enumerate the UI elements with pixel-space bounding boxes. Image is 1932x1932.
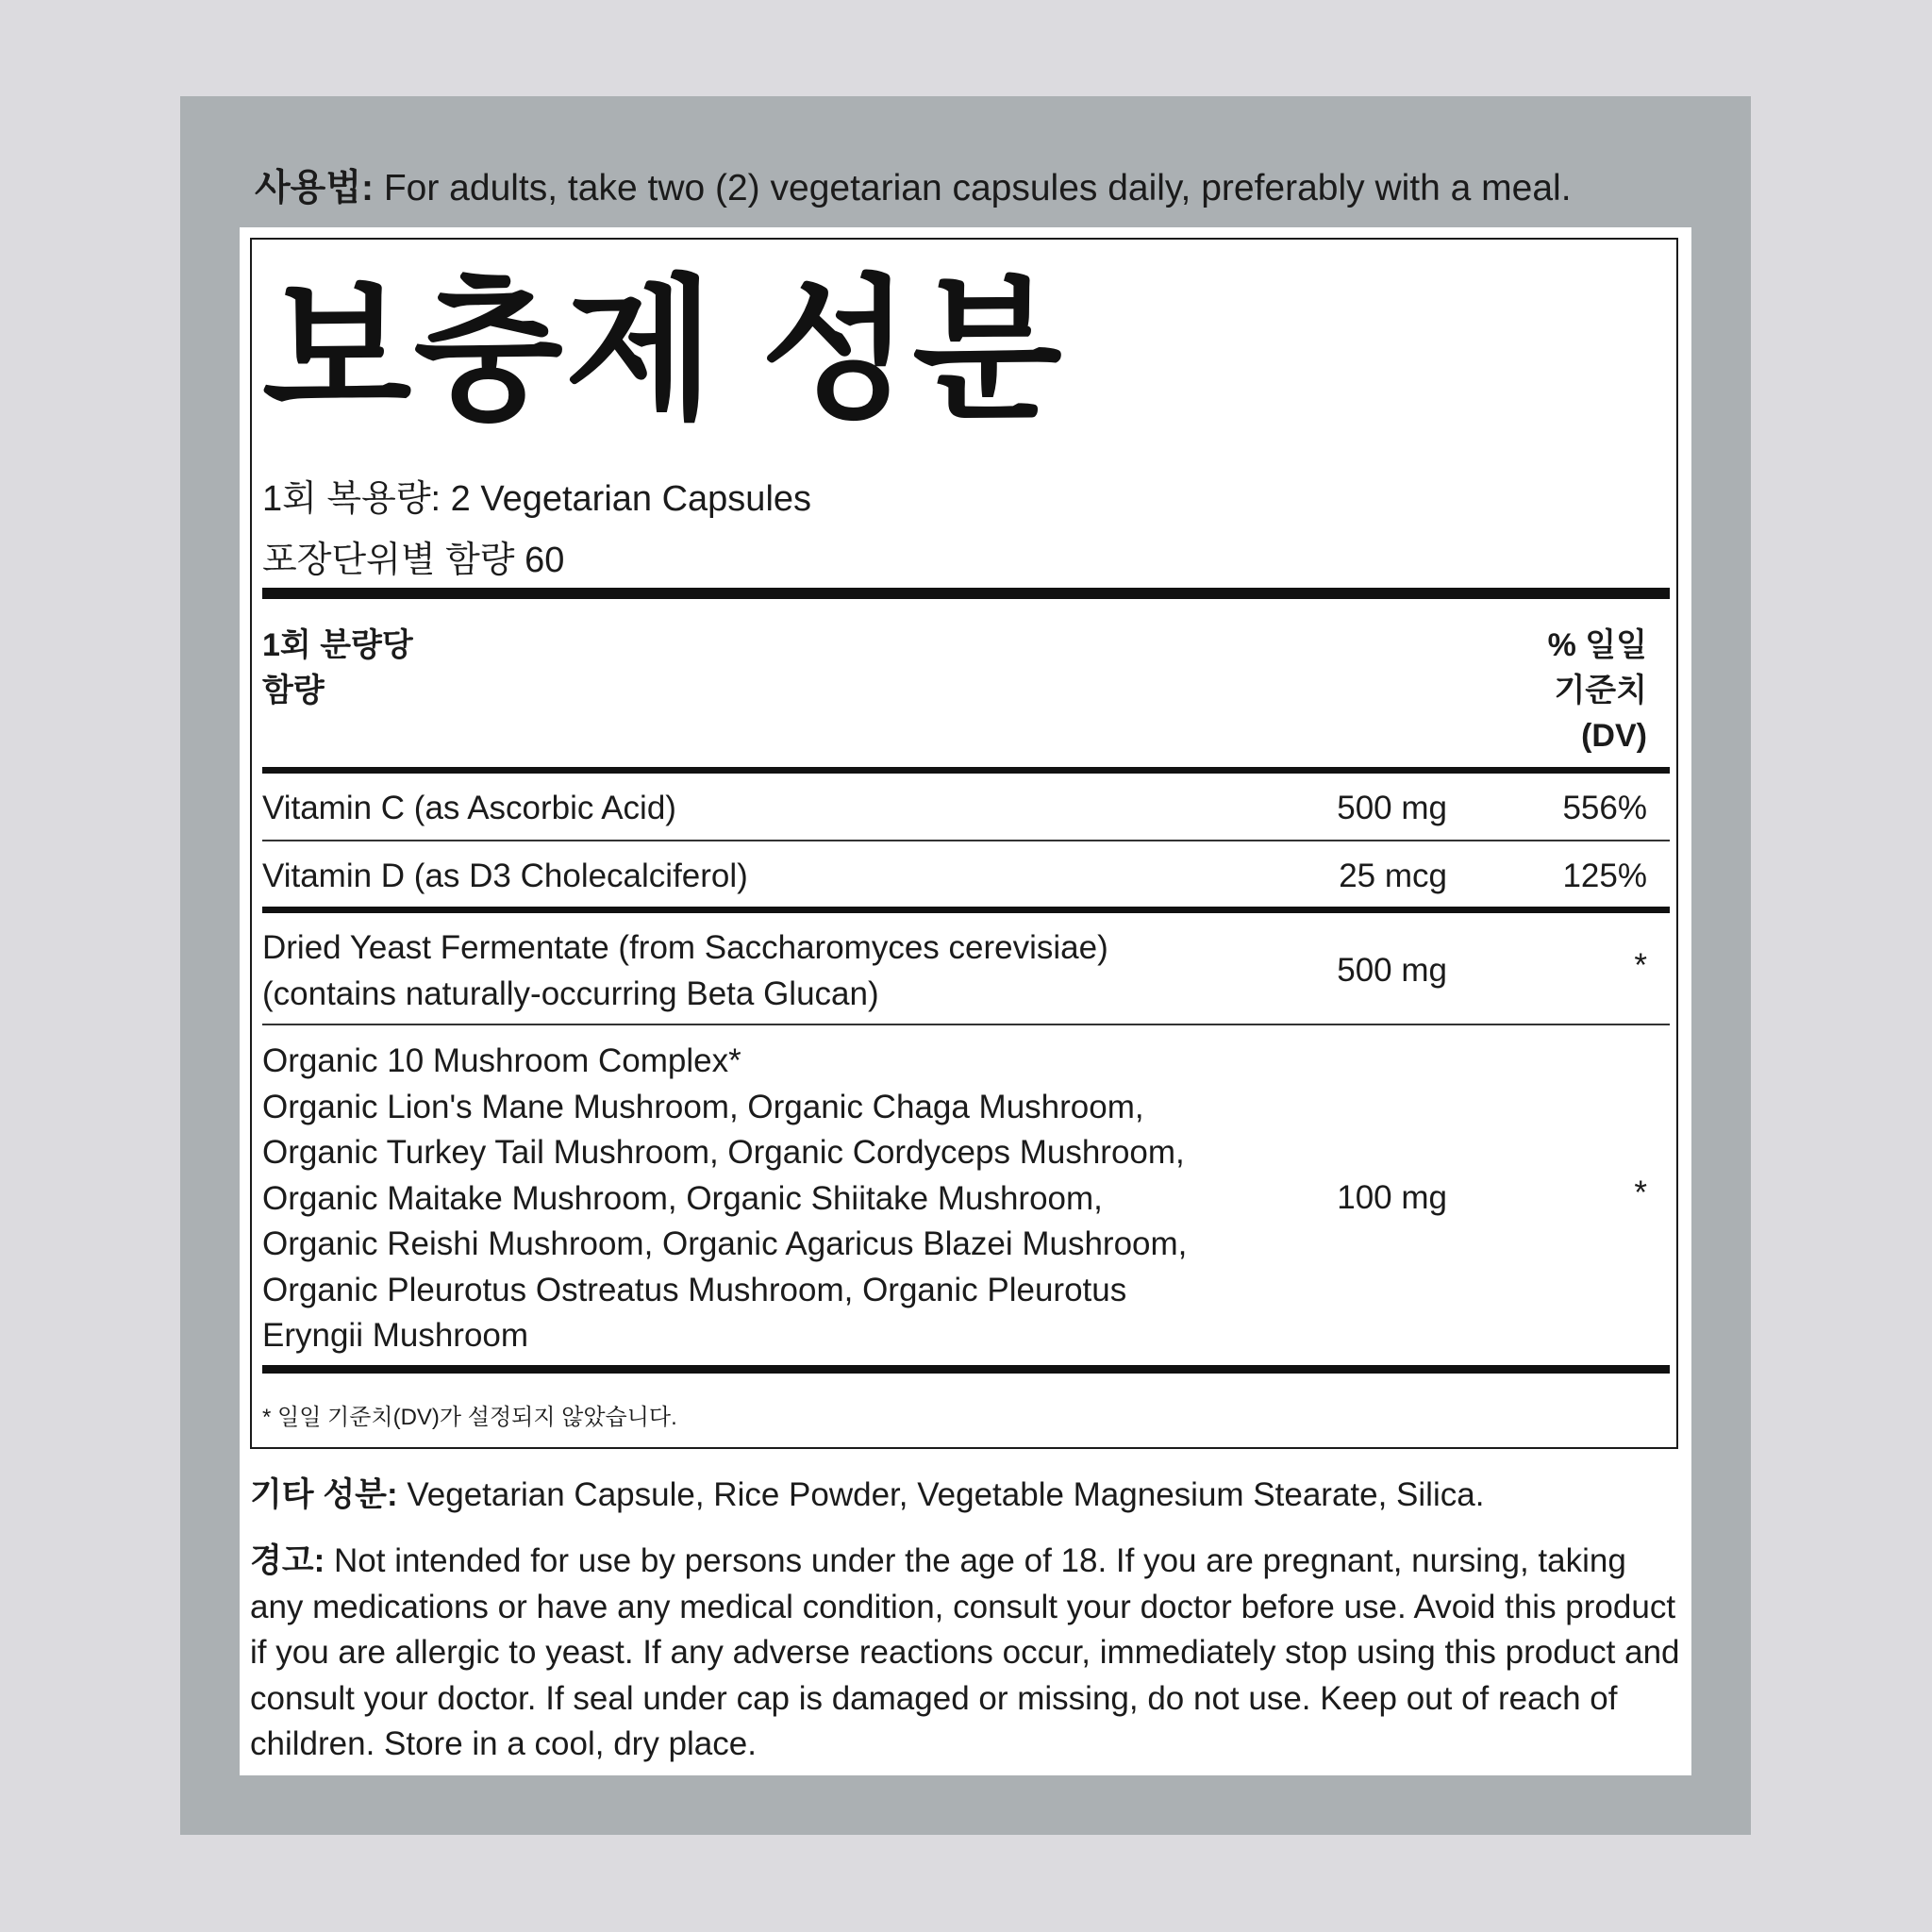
- header-left-line-1: 1회 분량당: [262, 627, 413, 663]
- nutrient-amount-vitamin-c: 500 mg: [1337, 790, 1447, 826]
- header-amount-per-serving: [262, 623, 413, 713]
- nutrient-dv-mushroom-complex: *: [1634, 1174, 1647, 1211]
- other-ingredients: [250, 1473, 1684, 1519]
- directions: [255, 158, 1572, 211]
- rule-bottom: [262, 1365, 1670, 1374]
- yeast-line-2: (contains naturally-occurring Beta Glucan): [262, 974, 879, 1012]
- nutrient-amount-vitamin-d: 25 mcg: [1339, 858, 1447, 894]
- rule-row-2: [262, 907, 1670, 913]
- header-right-line-2: 기준치: [1554, 673, 1647, 708]
- mushroom-line-3: Organic Turkey Tail Mushroom, Organic Cordyceps Mushroom,: [262, 1134, 1185, 1171]
- rule-thick-top: [262, 588, 1670, 599]
- other-ingredients-text: Vegetarian Capsule, Rice Powder, Vegetable Magnesium Stearate, Silica.: [397, 1476, 1485, 1513]
- mushroom-line-5: Organic Reishi Mushroom, Organic Agaricus Blazei Mushroom,: [262, 1225, 1188, 1262]
- facts-title: 보충제 성분: [262, 264, 1064, 437]
- nutrient-dv-vitamin-c: 556%: [1562, 790, 1647, 826]
- nutrient-name-yeast: [262, 925, 1108, 1017]
- serving-size: 1회 복용량: 2 Vegetarian Capsules: [262, 479, 812, 519]
- nutrient-name-mushroom-complex: [262, 1039, 1187, 1359]
- header-daily-value: [1548, 623, 1647, 758]
- header-right-line-1: % 일일: [1547, 627, 1647, 663]
- header-left-line-2: 함량: [262, 673, 325, 708]
- mushroom-line-4: Organic Maitake Mushroom, Organic Shiitake Mushroom,: [262, 1179, 1103, 1217]
- warning-text: Not intended for use by persons under the age of 18. If you are pregnant, nursing, taking any medications or have any medical condition, consult your doctor before use. Avoid this product if you are allergic to yeast. If any adverse reactions occur, immediately stop using this product and consult your doctor. If seal under cap is damaged or missing, do not use. Keep out of reach of children. Store in a cool, dry place.: [250, 1542, 1680, 1762]
- mushroom-line-7: Eryngii Mushroom: [262, 1317, 529, 1354]
- directions-label: 사용법:: [255, 168, 375, 208]
- nutrient-name-vitamin-c: Vitamin C (as Ascorbic Acid): [262, 790, 676, 826]
- mushroom-line-2: Organic Lion's Mane Mushroom, Organic Chaga Mushroom,: [262, 1088, 1144, 1125]
- nutrient-name-vitamin-d: Vitamin D (as D3 Cholecalciferol): [262, 858, 748, 894]
- rule-header-bottom: [262, 767, 1670, 774]
- rule-row-1: [262, 840, 1670, 841]
- header-right-line-3: (DV): [1581, 718, 1647, 754]
- other-ingredients-label: 기타 성분:: [250, 1476, 398, 1513]
- warning: [250, 1539, 1684, 1768]
- yeast-line-1: Dried Yeast Fermentate (from Saccharomyces cerevisiae): [262, 929, 1108, 966]
- mushroom-line-6: Organic Pleurotus Ostreatus Mushroom, Organic Pleurotus: [262, 1271, 1127, 1308]
- nutrient-amount-mushroom-complex: 100 mg: [1337, 1179, 1447, 1216]
- warning-label: 경고:: [250, 1542, 325, 1579]
- dv-footnote: * 일일 기준치(DV)가 설정되지 않았습니다.: [262, 1405, 677, 1430]
- nutrient-dv-yeast: *: [1634, 947, 1647, 984]
- directions-text: For adults, take two (2) vegetarian capsules daily, preferably with a meal.: [374, 168, 1572, 208]
- nutrient-amount-yeast: 500 mg: [1337, 952, 1447, 989]
- servings-per-container: 포장단위별 함량 60: [262, 541, 565, 580]
- rule-row-3: [262, 1024, 1670, 1025]
- nutrient-dv-vitamin-d: 125%: [1562, 858, 1647, 894]
- mushroom-line-1: Organic 10 Mushroom Complex*: [262, 1042, 741, 1079]
